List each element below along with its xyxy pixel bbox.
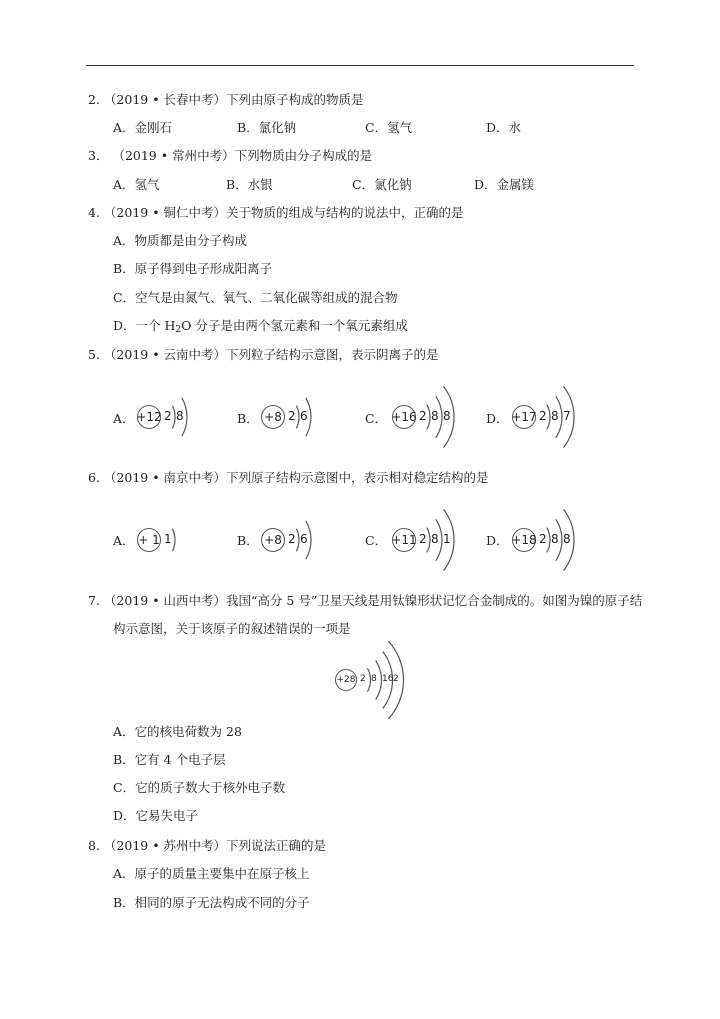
electron-count: 1 xyxy=(164,531,172,546)
electron-count: 2 xyxy=(393,673,399,684)
question-stem: （2019 • 山西中考）我国“高分 5 号”卫星天线是用钛镍形状记忆合金制成的。如图为镍的原子结 xyxy=(103,593,643,608)
q2-option-d[interactable]: D．水 xyxy=(486,120,522,135)
electron-count: 16 xyxy=(382,673,394,684)
electron-count: 6 xyxy=(300,531,308,546)
electron-count: 1 xyxy=(443,531,451,546)
q5-letter-b[interactable]: B． xyxy=(237,411,259,426)
question-stem: （2019 • 苏州中考）下列说法正确的是 xyxy=(103,838,327,853)
electron-count: 2 xyxy=(360,673,366,684)
electron-shell-arc xyxy=(547,528,550,553)
atom-nucleus: +11 xyxy=(392,528,416,552)
electron-count: 8 xyxy=(563,531,571,546)
q5-atom-b xyxy=(261,372,329,462)
q7-nickel-atom xyxy=(335,635,421,725)
header-rule xyxy=(86,65,634,66)
q4-option-a[interactable]: A．物质都是由分子构成 xyxy=(113,233,248,248)
q7-option-c[interactable]: C．它的质子数大于核外电子数 xyxy=(113,780,286,795)
atom-nucleus: +18 xyxy=(512,528,536,552)
q5-letter-c[interactable]: C． xyxy=(365,411,388,426)
option-text: O 分子是由两个氢元素和一个氧元素组成 xyxy=(181,318,408,333)
electron-count: 2 xyxy=(539,408,547,423)
question-stem: （2019 • 铜仁中考）关于物质的组成与结构的说法中，正确的是 xyxy=(103,205,464,220)
question-7 xyxy=(88,593,642,609)
electron-count: 2 xyxy=(288,531,296,546)
electron-shell-arc xyxy=(296,529,299,552)
electron-shell-arc xyxy=(427,528,430,553)
electron-count: 8 xyxy=(431,408,439,423)
q6-atom-d xyxy=(512,495,592,585)
question-stem: （2019 • 云南中考）下列粒子结构示意图，表示阴离子的是 xyxy=(103,347,439,362)
q3-option-b[interactable]: B．水银 xyxy=(226,177,273,192)
q6-atom-a xyxy=(137,495,193,585)
question-number: 3． xyxy=(88,148,109,163)
question-5 xyxy=(88,347,439,363)
q8-option-b[interactable]: B．相同的原子无法构成不同的分子 xyxy=(113,895,310,910)
q7-option-a[interactable]: A．它的核电荷数为 28 xyxy=(113,724,242,739)
q6-letter-c[interactable]: C． xyxy=(365,533,388,548)
electron-count: 2 xyxy=(419,531,427,546)
q5-letter-d[interactable]: D． xyxy=(486,411,509,426)
electron-shell-arc xyxy=(547,405,550,430)
electron-count: 8 xyxy=(551,408,559,423)
q5-letter-a[interactable]: A． xyxy=(113,411,135,426)
atom-nucleus: +17 xyxy=(512,405,536,429)
q4-option-b[interactable]: B．原子得到电子形成阳离子 xyxy=(113,261,273,276)
q6-letter-d[interactable]: D． xyxy=(486,533,509,548)
question-number: 8. xyxy=(88,838,100,853)
atom-nucleus: +12 xyxy=(137,405,161,429)
electron-count: 7 xyxy=(563,408,571,423)
electron-shell-arc xyxy=(172,406,175,429)
question-stem: （2019 • 长春中考）下列由原子构成的物质是 xyxy=(103,92,364,107)
question-stem: （2019 • 南京中考）下列原子结构示意图中，表示相对稳定结构的是 xyxy=(103,470,489,485)
q6-letter-b[interactable]: B． xyxy=(237,533,259,548)
atom-nucleus: +8 xyxy=(261,405,285,429)
q5-atom-d xyxy=(512,372,592,462)
option-text: D．一个 H xyxy=(113,318,176,333)
question-3 xyxy=(88,148,372,164)
q5-atom-a xyxy=(137,372,205,462)
electron-count: 2 xyxy=(419,408,427,423)
electron-count: 8 xyxy=(371,673,377,684)
electron-shell-arc xyxy=(296,406,299,429)
q2-option-c[interactable]: C．氢气 xyxy=(365,120,413,135)
q2-option-a[interactable]: A．金刚石 xyxy=(113,120,173,135)
electron-count: 2 xyxy=(288,408,296,423)
q5-atom-c xyxy=(392,372,472,462)
electron-shell-arc xyxy=(172,529,175,552)
question-6 xyxy=(88,470,489,486)
question-4 xyxy=(88,205,464,221)
electron-count: 8 xyxy=(551,531,559,546)
electron-count: 2 xyxy=(539,531,547,546)
question-number: 4. xyxy=(88,205,100,220)
electron-count: 8 xyxy=(431,531,439,546)
q8-option-a[interactable]: A．原子的质量主要集中在原子核上 xyxy=(113,866,310,881)
electron-count: 6 xyxy=(300,408,308,423)
q3-option-a[interactable]: A．氢气 xyxy=(113,177,160,192)
question-number: 7. xyxy=(88,593,100,608)
q6-letter-a[interactable]: A． xyxy=(113,533,135,548)
question-number: 6. xyxy=(88,470,100,485)
atom-nucleus: +16 xyxy=(392,405,416,429)
question-8 xyxy=(88,838,326,854)
electron-shell-arc xyxy=(427,405,430,430)
q6-atom-b xyxy=(261,495,329,585)
question-number: 2. xyxy=(88,92,100,107)
atom-nucleus: + 1 xyxy=(137,528,161,552)
electron-count: 2 xyxy=(164,408,172,423)
electron-shells xyxy=(335,635,421,725)
atom-nucleus: +8 xyxy=(261,528,285,552)
q2-option-b[interactable]: B．氯化钠 xyxy=(237,120,297,135)
q7-option-b[interactable]: B．它有 4 个电子层 xyxy=(113,752,226,767)
q4-option-d[interactable] xyxy=(113,318,408,338)
question-number: 5. xyxy=(88,347,100,362)
q3-option-c[interactable]: C．氯化钠 xyxy=(352,177,412,192)
electron-count: 8 xyxy=(176,408,184,423)
q4-option-c[interactable]: C．空气是由氮气、氧气、二氧化碳等组成的混合物 xyxy=(113,290,398,305)
q6-atom-c xyxy=(392,495,472,585)
question-stem: （2019 • 常州中考）下列物质由分子构成的是 xyxy=(112,148,373,163)
atom-nucleus: +28 xyxy=(335,669,357,691)
q7-option-d[interactable]: D．它易失电子 xyxy=(113,808,199,823)
q3-option-d[interactable]: D．金属镁 xyxy=(474,177,535,192)
electron-count: 8 xyxy=(443,408,451,423)
question-2 xyxy=(88,92,364,108)
subscript: 2 xyxy=(175,325,182,335)
question-7-continued: 构示意图，关于该原子的叙述错误的一项是 xyxy=(113,621,351,636)
